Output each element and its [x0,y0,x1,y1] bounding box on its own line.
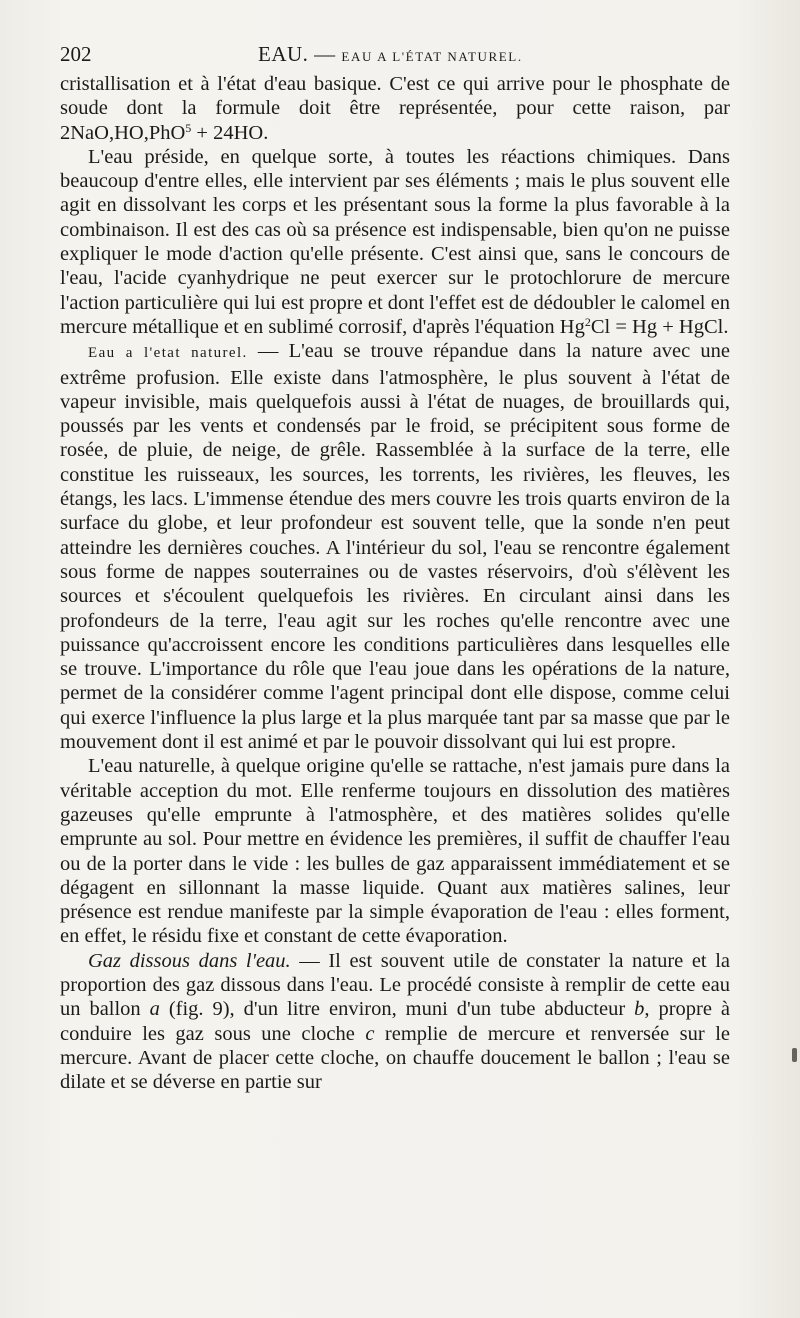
text-run: — L'eau se trouve répandue dans la nature avec une extrême profusion. Elle existe dans l'atmosphère, le plus souvent à l'état de vapeur invisible, mais quelquefois aussi à l'état de nuages, de brouillards qui, poussés par les vents et condensés par le froid, se précipitent sous forme de rosée, de pluie, de neige, de grêle. Rassemblée à la surface de la terre, elle constitue les ruisseaux, les sources, les torrents, les rivières, les fleuves, les étangs, les lacs. L'immense étendue des mers couvre les trois quarts environ de la surface du globe, et leur profondeur est souvent telle, que la sonde n'en peut atteindre les dernières couches. A l'intérieur du sol, l'eau se rencontre également sous forme de nappes souterraines ou de vastes réservoirs, d'où s'élèvent les sources et s'écoulent quelquefois les rivières. En circulant ainsi dans les profondeurs de la terre, l'eau agit sur les roches qu'elle rencontre avec une puissance qu'accroissent encore les conditions particulières dans lesquelles elle se trouve. L'importance du rôle que l'eau joue dans les opérations de la nature, permet de la considérer comme l'agent principal dont elle dispose, comme celui qui exerce l'influence la plus large et la plus marquée tant par sa masse que par le mouvement dont il est animé et par le pouvoir dissolvant qui lui est propre. [60,340,730,754]
paragraph-gaz-dissous [60,949,730,1095]
variable-a: a [149,998,160,1021]
running-head-dash: — [308,42,342,66]
text-run: L'eau naturelle, à quelque origine qu'elle se rattache, n'est jamais pure dans la véritable acception du mot. Elle renferme toujours en dissolution des matières gazeuses qu'elle emprunte à l'atmosphère, et des matières solides qu'elle emprunte au sol. Pour mettre en évidence les premières, il suffit de chauffer l'eau ou de la porter dans le vide : les bulles de gaz apparaissent immédiatement et se dégagent en sillonnant la masse liquide. Quant aux matières salines, leur présence est rendue manifeste par la simple évaporation de l'eau : elles forment, en effet, le résidu fixe et constant de cette évaporation. [60,755,730,948]
paragraph-eau-pure [60,754,730,948]
variable-c: c [365,1022,375,1045]
section-title-gaz-dissous: Gaz dissous dans l'eau. [88,949,291,972]
text-run: + 24HO. [191,121,269,144]
body-text [60,72,730,1094]
text-run: , propre à conduire les gaz sous une cloche [60,998,730,1045]
running-head-section: EAU A L'ÉTAT NATUREL. [341,49,523,64]
text-run: (fig. 9), d'un litre environ, muni d'un tube abducteur [159,998,635,1021]
page-number: 202 [60,42,92,66]
text-run: cristallisation et à l'état d'eau basique. C'est ce qui arrive pour le phosphate de soude dont la formule doit être représentée, pour cette raison, par 2NaO,HO,PhO [60,73,730,144]
paragraph-eau-naturel [60,339,730,754]
text-run: Cl = Hg + HgCl. [590,315,729,338]
paragraph-reactions [60,145,730,339]
superscript: 2 [584,314,591,329]
running-head-main: EAU. [258,42,309,66]
section-title-eau-naturel: Eau a l'etat naturel. [88,345,248,362]
text-run: remplie de mercure et renversée sur le mercure. Avant de placer cette cloche, on chauffe doucement le ballon ; l'eau se dilate et se déverse en partie sur [60,1022,730,1094]
text-run: L'eau préside, en quelque sorte, à toutes les réactions chimiques. Dans beaucoup d'entre elles, elle intervient par ses éléments ; mais le plus souvent elle agit en dissolvant les corps et les présentant sous la forme la plus favorable à la combinaison. Il est des cas où sa présence est indispensable, bien qu'on ne puisse expliquer le mode d'action qu'elle présente. C'est ainsi que, sans le concours de l'eau, l'acide cyanhydrique ne peut exercer sur le protochlorure de mercure l'action particulière qui lui est propre et dont l'effet est de dédoubler le calomel en mercure métallique et en sublimé corrosif, d'après l'équation Hg [60,145,730,338]
paragraph-continuation [60,72,730,145]
running-head [258,40,523,71]
page-header [60,40,730,68]
superscript: 5 [185,120,192,135]
variable-b: b [634,998,645,1021]
margin-mark [792,1048,797,1062]
text-run: — Il est souvent utile de constater la nature et la proportion des gaz dissous dans l'eau. Le procédé consiste à remplir de cette eau un ballon [60,949,730,1021]
